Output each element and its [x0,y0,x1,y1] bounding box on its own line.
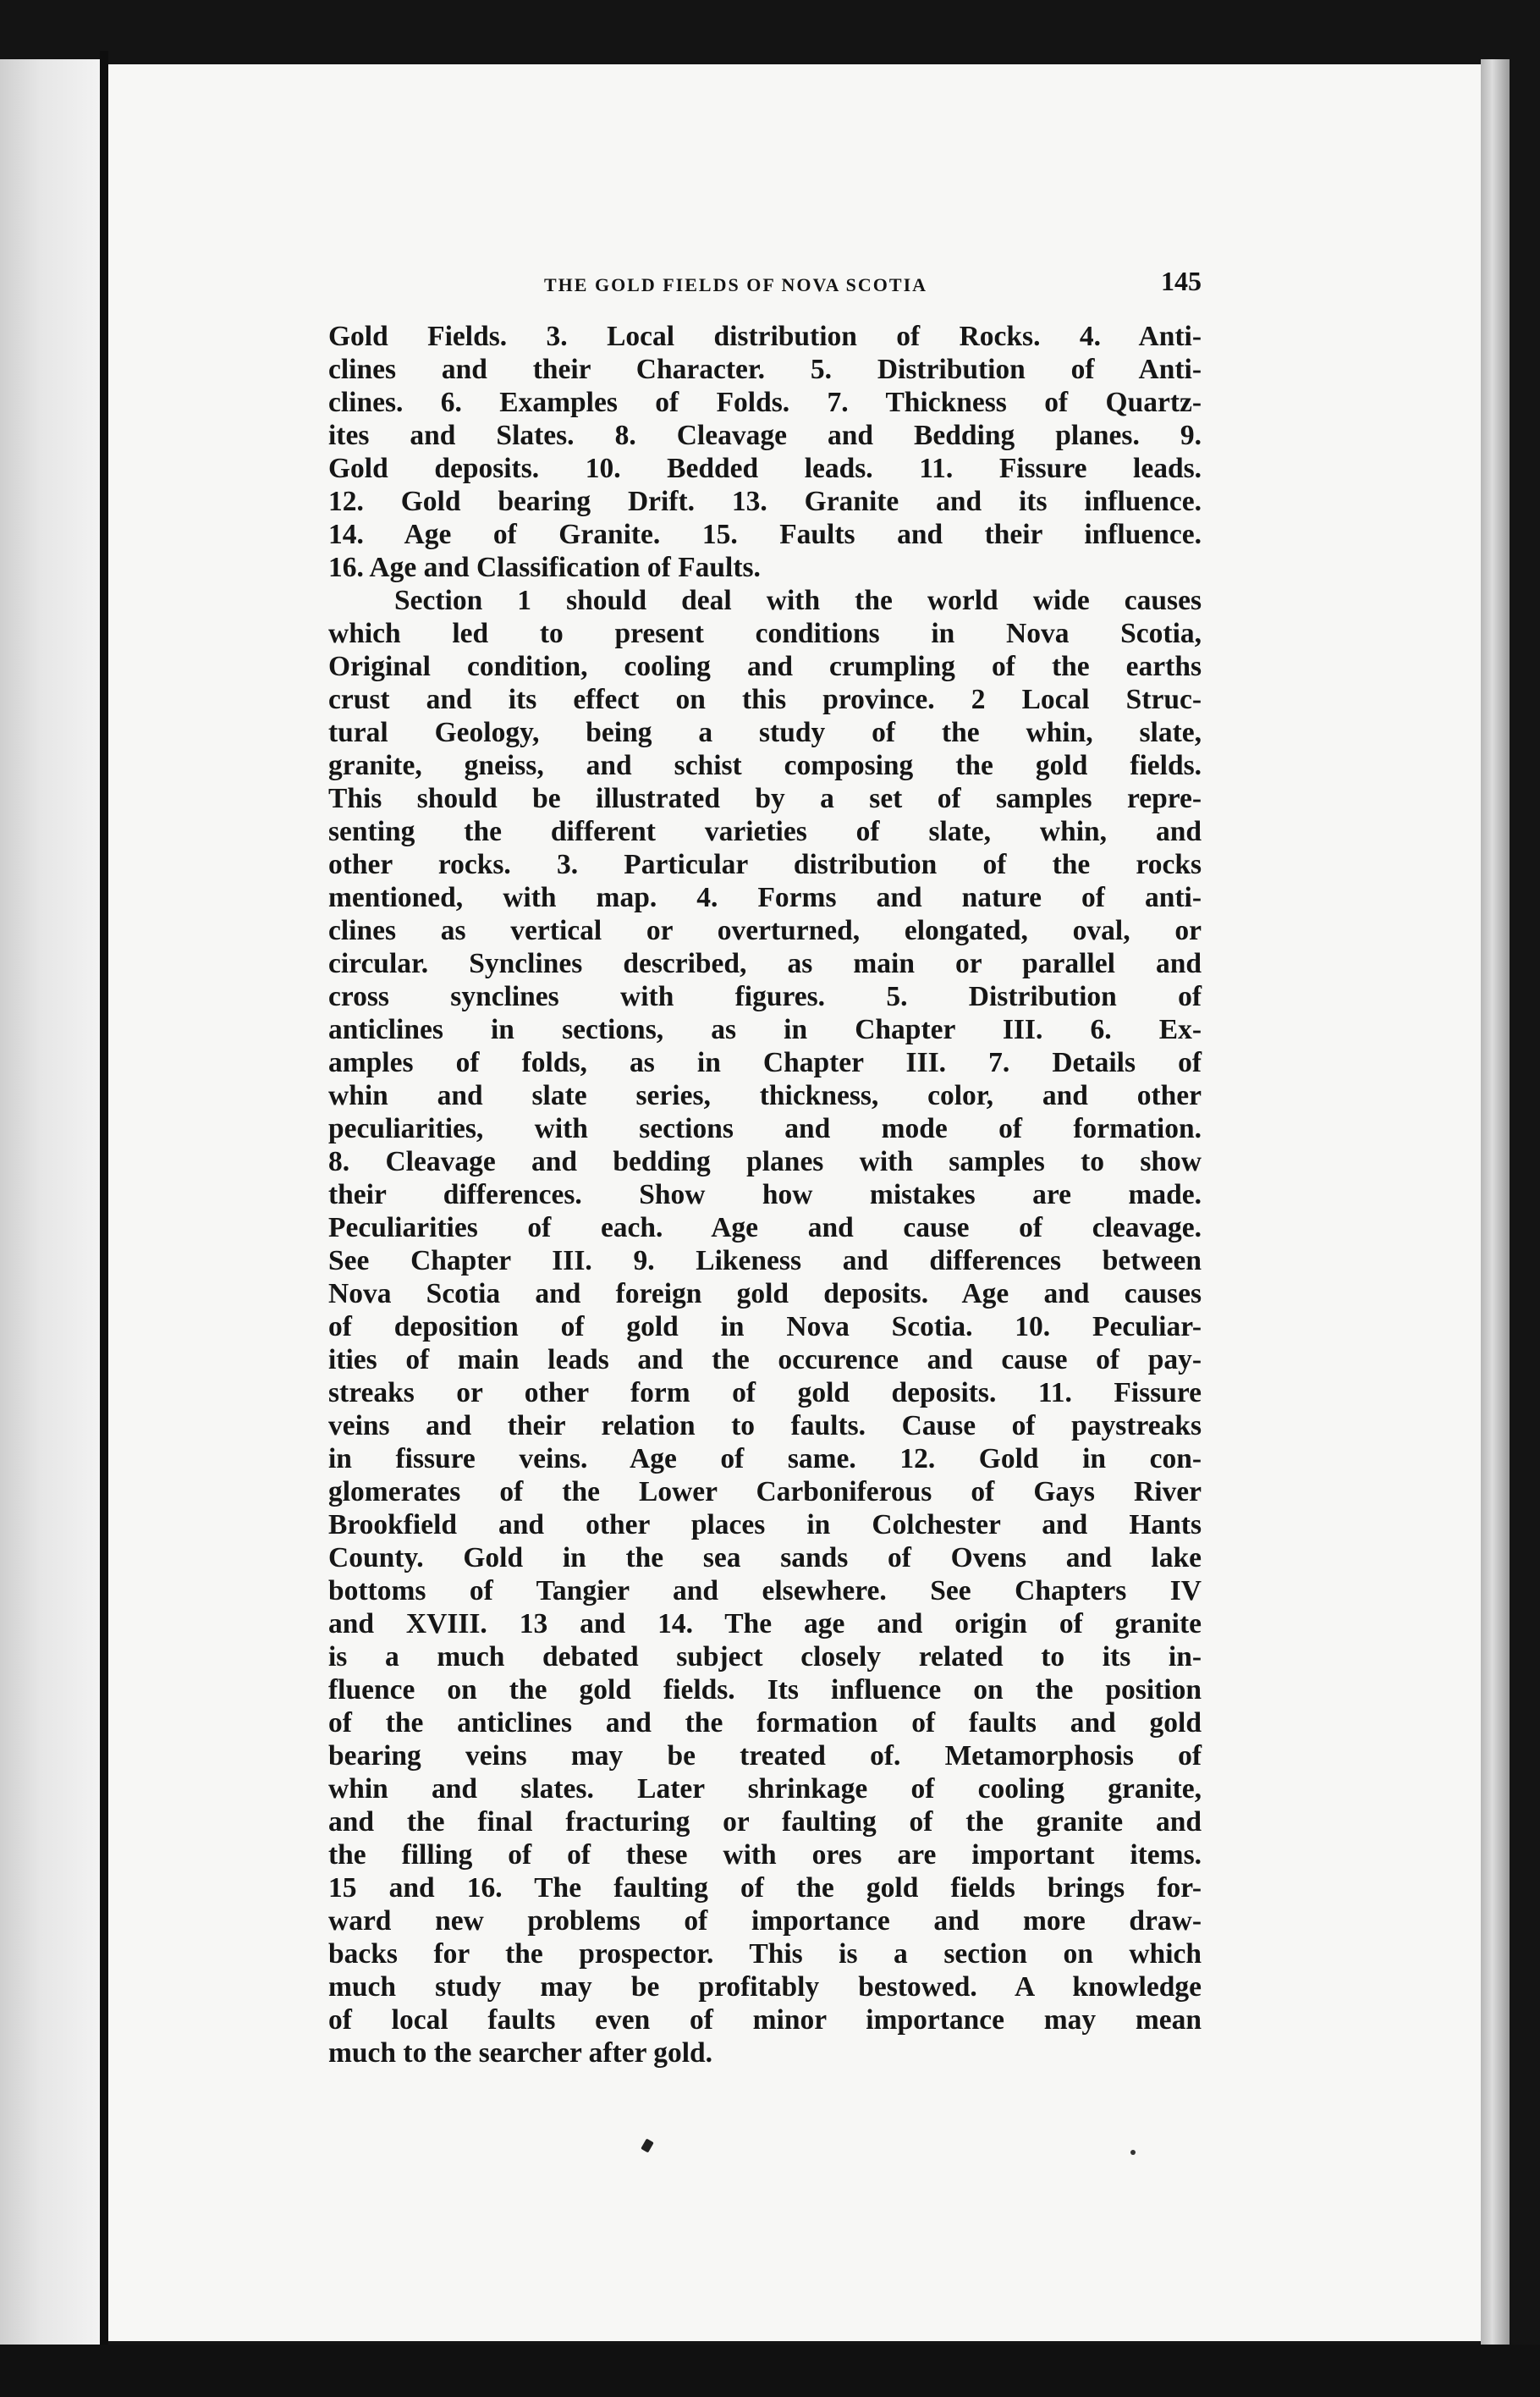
text-line: bearing veins may be treated of. Metamorphosis of [328,1740,1202,1772]
text-line: 15 and 16. The faulting of the gold fields brings for- [328,1872,1202,1904]
paragraph-start: Section 1 should deal with the world wide causes [394,585,1202,616]
text-line: whin and slate series, thickness, color, and other [328,1080,1202,1111]
text-line: of the anticlines and the formation of faults and gold [328,1707,1202,1739]
text-line: is a much debated subject closely related to its in- [328,1641,1202,1672]
text-line: much study may be profitably bestowed. A knowledge [328,1971,1202,2003]
text-line: clines as vertical or overturned, elongated, oval, or [328,915,1202,946]
scan-bottom-border [0,2345,1540,2397]
text-line: circular. Synclines described, as main or parallel and [328,948,1202,979]
text-line: tural Geology, being a study of the whin, slate, [328,717,1202,748]
text-line: veins and their relation to faults. Cause of paystreaks [328,1410,1202,1441]
text-line: crust and its effect on this province. 2 Local Struc- [328,684,1202,715]
text-line: This should be illustrated by a set of samples repre- [328,783,1202,814]
text-line: Nova Scotia and foreign gold deposits. Age and causes [328,1278,1202,1309]
text-line: granite, gneiss, and schist composing the gold fields. [328,750,1202,781]
text-line: and the final fracturing or faulting of the granite and [328,1806,1202,1838]
text-line: County. Gold in the sea sands of Ovens and lake [328,1542,1202,1573]
left-page-edge [0,59,100,2345]
text-line: Original condition, cooling and crumpling of the earths [328,651,1202,682]
book-gutter [100,51,108,2353]
text-line: other rocks. 3. Particular distribution of the rocks [328,849,1202,880]
text-line: their differences. Show how mistakes are made. [328,1179,1202,1210]
text-line: fluence on the gold fields. Its influence on the position [328,1674,1202,1705]
text-line: anticlines in sections, as in Chapter III. 6. Ex- [328,1014,1202,1045]
text-line: senting the different varieties of slate, whin, and [328,816,1202,847]
text-line: 14. Age of Granite. 15. Faults and their influence. [328,519,1202,550]
text-line: the filling of of these with ores are important items. [328,1839,1202,1871]
text-line: much to the searcher after gold. [328,2037,713,2069]
text-line: 12. Gold bearing Drift. 13. Granite and its influence. [328,486,1202,517]
text-line: Peculiarities of each. Age and cause of cleavage. [328,1212,1202,1243]
text-line: and XVIII. 13 and 14. The age and origin of granite [328,1608,1202,1639]
running-head [328,266,1202,305]
running-title: THE GOLD FIELDS OF NOVA SCOTIA [544,274,928,295]
text-line: mentioned, with map. 4. Forms and nature of anti- [328,882,1202,913]
text-line: glomerates of the Lower Carboniferous of Gays River [328,1476,1202,1507]
text-line: clines and their Character. 5. Distribution of Anti- [328,354,1202,385]
text-line: of deposition of gold in Nova Scotia. 10. Peculiar- [328,1311,1202,1342]
text-line: bottoms of Tangier and elsewhere. See Chapters IV [328,1575,1202,1606]
text-line: cross synclines with figures. 5. Distribution of [328,981,1202,1012]
text-line: peculiarities, with sections and mode of formation. [328,1113,1202,1144]
text-line: ites and Slates. 8. Cleavage and Bedding planes. 9. [328,420,1202,451]
text-line: in fissure veins. Age of same. 12. Gold in con- [328,1443,1202,1474]
text-line: streaks or other form of gold deposits. 11. Fissure [328,1377,1202,1408]
text-line: whin and slates. Later shrinkage of cooling granite, [328,1773,1202,1805]
text-line: Brookfield and other places in Colchester and Hants [328,1509,1202,1540]
page-number: 145 [1161,266,1202,296]
text-line: 8. Cleavage and bedding planes with samples to show [328,1146,1202,1177]
text-line: Gold Fields. 3. Local distribution of Rocks. 4. Anti- [328,321,1202,352]
text-line: which led to present conditions in Nova Scotia, [328,618,1202,649]
text-line: amples of folds, as in Chapter III. 7. Details of [328,1047,1202,1078]
ink-speck [1130,2150,1136,2155]
text-line: backs for the prospector. This is a section on which [328,1938,1202,1970]
text-line: clines. 6. Examples of Folds. 7. Thickness of Quartz- [328,387,1202,418]
text-line: See Chapter III. 9. Likeness and differences between [328,1245,1202,1276]
text-line: ward new problems of importance and more draw- [328,1905,1202,1937]
text-line: ities of main leads and the occurence and cause of pay- [328,1344,1202,1375]
page-edge-shadow [1481,59,1510,2345]
body-text [328,320,1202,2069]
text-line: 16. Age and Classification of Faults. [328,552,761,583]
text-line: Gold deposits. 10. Bedded leads. 11. Fissure leads. [328,453,1202,484]
text-line: of local faults even of minor importance may mean [328,2004,1202,2036]
